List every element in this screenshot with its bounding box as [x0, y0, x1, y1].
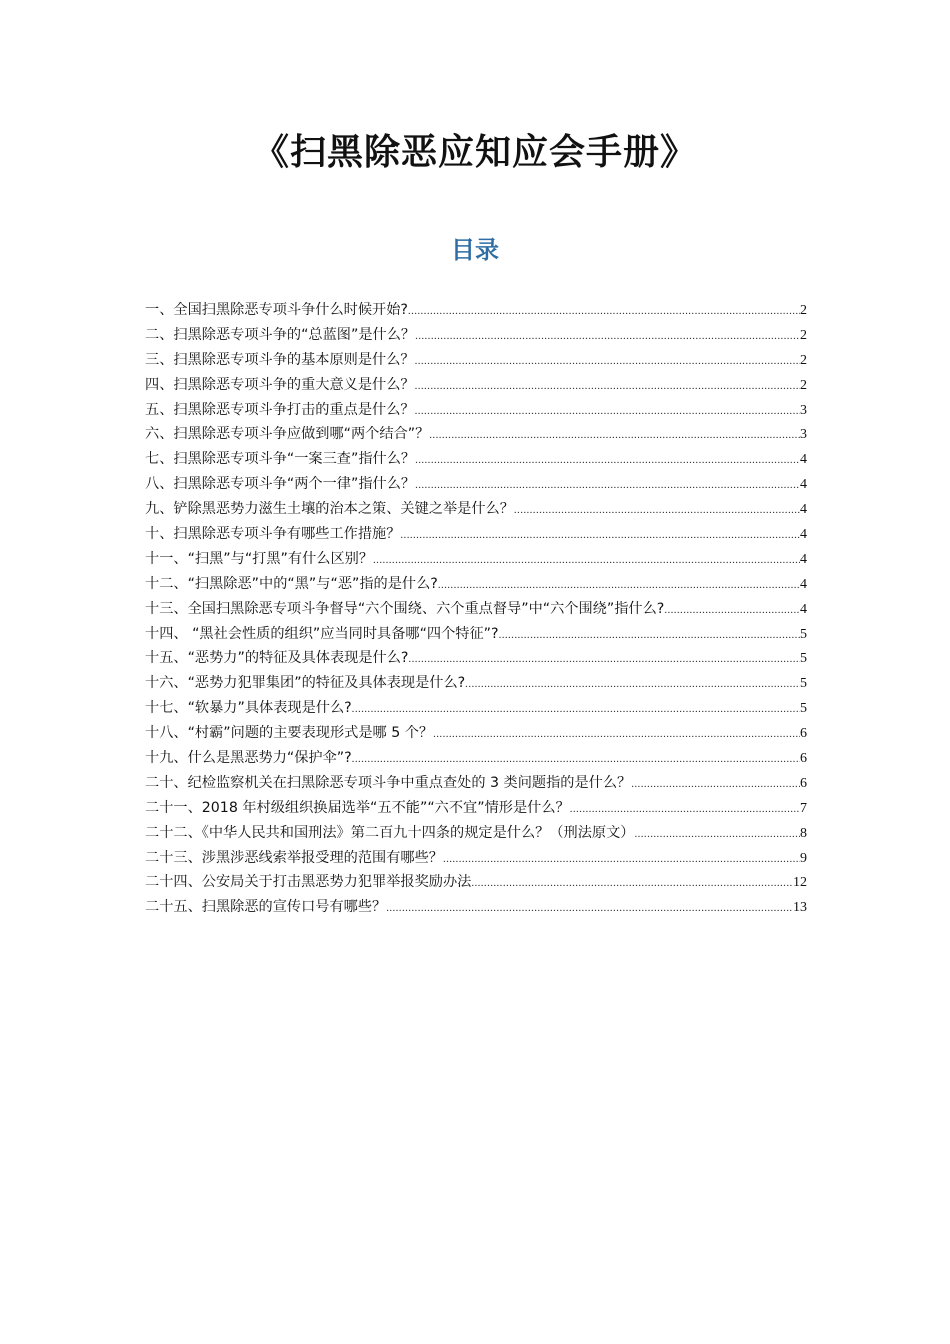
- toc-entry-title: 二十三、涉黑涉恶线索举报受理的范围有哪些？: [145, 849, 443, 866]
- toc-entry-page: 5: [800, 651, 807, 667]
- toc-leader-dots: [408, 647, 800, 671]
- toc-entry-page: 5: [800, 676, 807, 692]
- toc-entry[interactable]: [145, 447, 807, 472]
- toc-entry[interactable]: [145, 298, 807, 323]
- toc-entry[interactable]: [145, 895, 807, 920]
- toc-entry-page: 2: [800, 303, 807, 318]
- toc-entry-page: 4: [800, 601, 807, 617]
- toc-entry[interactable]: [145, 348, 807, 373]
- toc-leader-dots: [415, 399, 800, 423]
- toc-entry-page: 4: [800, 477, 807, 493]
- toc-entry-page: 5: [800, 626, 807, 642]
- toc-entry-page: 4: [800, 502, 807, 518]
- toc-entry-page: 6: [800, 726, 807, 742]
- toc-leader-dots: [352, 747, 800, 771]
- toc-entry[interactable]: [145, 547, 807, 572]
- toc-entry[interactable]: [145, 597, 807, 622]
- toc-entry[interactable]: [145, 671, 807, 696]
- toc-leader-dots: [433, 722, 800, 746]
- toc-entry-title: 十、扫黑除恶专项斗争有哪些工作措施？: [145, 526, 401, 543]
- toc-entry-page: 4: [800, 576, 807, 592]
- toc-entry-title: 十五、“恶势力”的特征及具体表现是什么?: [145, 650, 409, 667]
- toc-entry[interactable]: [145, 422, 807, 447]
- toc-entry-page: 3: [800, 427, 807, 443]
- toc-entry-page: 3: [800, 402, 807, 418]
- toc-entry-title: 二十四、公安局关于打击黑恶势力犯罪举报奖励办法: [145, 874, 472, 891]
- toc-entry-title: 二十五、扫黑除恶的宣传口号有哪些？: [145, 899, 387, 916]
- toc-leader-dots: [352, 697, 800, 721]
- toc-leader-dots: [465, 672, 800, 696]
- table-of-contents: [145, 298, 807, 920]
- toc-entry-title: 十七、“软暴力”具体表现是什么?: [145, 700, 352, 717]
- toc-leader-dots: [415, 374, 800, 398]
- toc-leader-dots: [514, 498, 800, 522]
- toc-entry-page: 2: [800, 327, 807, 343]
- toc-leader-dots: [570, 797, 800, 821]
- toc-entry-title: 十四、 “黑社会性质的组织”应当同时具备哪“四个特征”?: [145, 625, 499, 642]
- toc-entry[interactable]: [145, 721, 807, 746]
- toc-entry[interactable]: [145, 696, 807, 721]
- toc-entry-page: 4: [800, 452, 807, 468]
- toc-entry[interactable]: [145, 398, 807, 423]
- document-title: 《扫黑除恶应知应会手册》: [252, 131, 697, 173]
- toc-entry[interactable]: [145, 870, 807, 895]
- toc-entry-title: 二、扫黑除恶专项斗争的“总蓝图”是什么？: [145, 326, 416, 343]
- toc-entry[interactable]: [145, 497, 807, 522]
- toc-leader-dots: [438, 573, 800, 597]
- toc-entry-page: 2: [800, 352, 807, 368]
- toc-entry[interactable]: [145, 846, 807, 871]
- toc-leader-dots: [415, 349, 800, 373]
- toc-entry-title: 三、扫黑除恶专项斗争的基本原则是什么？: [145, 351, 415, 368]
- toc-leader-dots: [386, 896, 793, 920]
- toc-entry-title: 二十一、2018 年村级组织换届选举“五不能”“六不宜”情形是什么？: [145, 799, 570, 816]
- toc-entry-page: 7: [800, 800, 807, 816]
- toc-leader-dots: [443, 847, 800, 871]
- toc-entry-page: 8: [800, 825, 807, 841]
- toc-entry-title: 十二、“扫黑除恶”中的“黑”与“恶”指的是什么?: [145, 575, 438, 592]
- toc-entry-page: 13: [793, 900, 807, 916]
- toc-leader-dots: [373, 548, 800, 572]
- toc-entry-page: 4: [800, 551, 807, 567]
- toc-entry-title: 七、扫黑除恶专项斗争“一案三查”指什么？: [145, 451, 416, 468]
- toc-leader-dots: [664, 598, 800, 622]
- toc-leader-dots: [471, 871, 793, 895]
- toc-entry-title: 十一、“扫黑”与“打黑”有什么区别？: [145, 550, 374, 567]
- toc-entry-title: 十三、全国扫黑除恶专项斗争督导“六个围绕、六个重点督导”中“六个围绕”指什么?: [145, 600, 665, 617]
- toc-entry[interactable]: [145, 622, 807, 647]
- toc-entry-title: 四、扫黑除恶专项斗争的重大意义是什么？: [145, 376, 415, 393]
- toc-entry-page: 9: [800, 850, 807, 866]
- toc-leader-dots: [631, 772, 800, 796]
- toc-leader-dots: [400, 523, 800, 547]
- toc-entry-page: 12: [793, 875, 807, 891]
- toc-entry-title: 一、全国扫黑除恶专项斗争什么时候开始?: [145, 302, 408, 318]
- toc-entry-page: 6: [800, 775, 807, 791]
- toc-leader-dots: [499, 623, 800, 647]
- toc-entry[interactable]: [145, 323, 807, 348]
- toc-leader-dots: [634, 822, 800, 846]
- toc-leader-dots: [415, 324, 800, 348]
- toc-leader-dots: [408, 299, 800, 323]
- toc-entry[interactable]: [145, 821, 807, 846]
- toc-leader-dots: [415, 473, 800, 497]
- toc-entry[interactable]: [145, 522, 807, 547]
- toc-leader-dots: [429, 423, 800, 447]
- toc-entry-title: 八、扫黑除恶专项斗争“两个一律”指什么？: [145, 476, 416, 493]
- toc-leader-dots: [415, 448, 800, 472]
- toc-entry-title: 二十、纪检监察机关在扫黑除恶专项斗争中重点查处的 3 类问题指的是什么？: [145, 774, 632, 791]
- toc-entry-title: 十九、什么是黑恶势力“保护伞”?: [145, 750, 352, 767]
- toc-heading: 目录: [451, 235, 499, 264]
- toc-entry-title: 九、铲除黑恶势力滋生土壤的治本之策、关键之举是什么？: [145, 501, 514, 518]
- toc-entry-title: 十八、“村霸”问题的主要表现形式是哪 5 个？: [145, 725, 434, 742]
- toc-entry-page: 2: [800, 377, 807, 393]
- toc-entry-title: 十六、“恶势力犯罪集团”的特征及具体表现是什么?: [145, 675, 466, 692]
- toc-entry-title: 六、扫黑除恶专项斗争应做到哪“两个结合”？: [145, 426, 430, 443]
- toc-entry[interactable]: [145, 646, 807, 671]
- toc-entry-title: 二十二、《中华人民共和国刑法》第二百九十四条的规定是什么？（刑法原文）: [145, 824, 635, 841]
- toc-entry[interactable]: [145, 472, 807, 497]
- toc-entry-page: 4: [800, 527, 807, 543]
- toc-entry[interactable]: [145, 373, 807, 398]
- toc-entry-page: 6: [800, 751, 807, 767]
- toc-entry-title: 五、扫黑除恶专项斗争打击的重点是什么？: [145, 401, 415, 418]
- toc-entry[interactable]: [145, 796, 807, 821]
- toc-entry[interactable]: [145, 771, 807, 796]
- toc-entry-page: 5: [800, 701, 807, 717]
- toc-entry[interactable]: [145, 572, 807, 597]
- toc-entry[interactable]: [145, 746, 807, 771]
